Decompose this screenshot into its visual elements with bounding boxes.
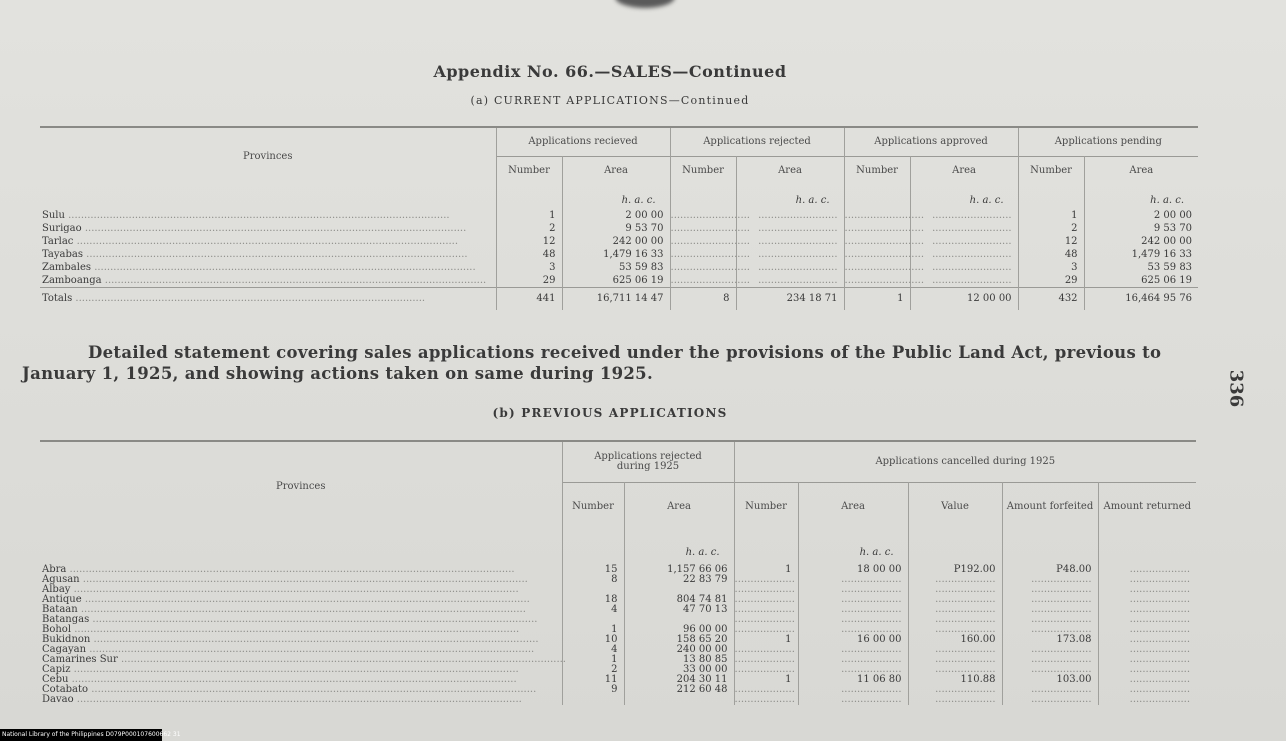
pending-number: 12 <box>1018 235 1084 248</box>
received-area: 2 00 00 <box>562 209 670 222</box>
province-label: Albay <box>42 584 71 595</box>
cancelled-number: ................... <box>734 585 798 595</box>
cancelled-area: ................... <box>798 655 908 665</box>
amount-returned: ................... <box>1098 605 1196 615</box>
cancelled-area: ................... <box>798 645 908 655</box>
cancelled-value: ................... <box>908 695 1002 705</box>
leader-dots: ............................................................................................................................................ <box>68 674 517 685</box>
cancelled-area: 16 00 00 <box>798 635 908 645</box>
rejected-area: 96 00 00 <box>624 625 734 635</box>
cancelled-number: ................... <box>734 575 798 585</box>
leader-dots: ........................................................................................................................ <box>91 261 476 273</box>
rej-area: ......................... <box>736 235 844 248</box>
province-label: Bohol <box>42 624 72 635</box>
rejected-area: 33 00 00 <box>624 665 734 675</box>
amount-returned: ................... <box>1098 575 1196 585</box>
province-label: Tarlac <box>42 235 74 247</box>
leader-dots: ............................................................................................................................................ <box>79 574 528 585</box>
cancelled-area: ................... <box>798 585 908 595</box>
cancelled-area: 18 00 00 <box>798 565 908 575</box>
amount-forfeited: ................... <box>1002 595 1098 605</box>
blank-cell <box>40 531 562 565</box>
col-provinces: Provinces <box>243 150 293 162</box>
rej-area: ......................... <box>736 209 844 222</box>
table-row <box>40 209 1198 222</box>
province-label: Zamboanga <box>42 274 102 286</box>
province-label: Abra <box>42 564 67 575</box>
app-number: ......................... <box>844 222 924 234</box>
amount-forfeited: 173.08 <box>1002 635 1098 645</box>
province-label: Bukidnon <box>42 634 91 645</box>
leader-dots: ............................................................................................................................................ <box>70 584 519 595</box>
unit-label: h. a. c. <box>798 531 908 565</box>
leader-dots: ........................................................................................................................ <box>82 248 468 260</box>
cancelled-value: 160.00 <box>908 635 1002 645</box>
province-label: Davao <box>42 694 74 705</box>
total-approved-number: 1 <box>844 288 910 311</box>
unit-label: h. a. c. <box>624 531 734 565</box>
province-label: Tayabas <box>42 248 83 260</box>
rejected-area: 204 30 11 <box>624 675 734 685</box>
col-area: Area <box>562 157 670 186</box>
app-area: ......................... <box>910 209 1018 222</box>
blank-cell <box>496 185 562 209</box>
amount-forfeited: ................... <box>1002 685 1098 695</box>
app-number: ......................... <box>844 261 924 273</box>
amount-forfeited: ................... <box>1002 605 1098 615</box>
leader-dots: ............................................................................................................................................ <box>71 624 520 635</box>
province-label: Cotabato <box>42 684 89 695</box>
table-row <box>40 248 1198 261</box>
rejected-number <box>562 695 624 705</box>
leader-dots: .............................................................................................................. <box>72 293 426 304</box>
cancelled-number: ................... <box>734 685 798 695</box>
col-area: Area <box>798 483 908 532</box>
ink-blot <box>615 0 675 8</box>
total-received-area: 16,711 14 47 <box>562 288 670 311</box>
cancelled-number: ................... <box>734 655 798 665</box>
leader-dots: ............................................................................................................................................ <box>88 684 537 695</box>
rej-area: ......................... <box>736 274 844 288</box>
leader-dots: ............................................................................................................................................ <box>70 664 519 675</box>
group-received: Applications recieved <box>496 127 670 157</box>
cancelled-number: ................... <box>734 665 798 675</box>
amount-returned: ................... <box>1098 595 1196 605</box>
current-applications-table <box>40 126 1198 310</box>
rejected-number: 2 <box>562 665 624 675</box>
cancelled-number: ................... <box>734 695 798 705</box>
unit-label: h. a. c. <box>736 185 844 209</box>
cancelled-area: ................... <box>798 665 908 675</box>
unit-label: h. a. c. <box>562 185 670 209</box>
total-rejected-number: 8 <box>670 288 736 311</box>
cancelled-area: 11 06 80 <box>798 675 908 685</box>
leader-dots: ........................................................................................................................ <box>64 209 450 221</box>
amount-forfeited: ................... <box>1002 665 1098 675</box>
cancelled-value: ................... <box>908 595 1002 605</box>
rejected-number: 15 <box>562 565 624 575</box>
received-area: 242 00 00 <box>562 235 670 248</box>
subheading-previous: (b) PREVIOUS APPLICATIONS <box>492 406 728 420</box>
library-credit: National Library of the Philippines D079P000107600662 31 <box>0 729 162 741</box>
rejected-area <box>624 695 734 705</box>
cancelled-value: 110.88 <box>908 675 1002 685</box>
col-area: Area <box>1084 157 1198 186</box>
group-pending: Applications pending <box>1018 127 1198 157</box>
col-forfeited: Amount forfeited <box>1002 483 1098 532</box>
blank-cell <box>844 185 910 209</box>
cancelled-area: ................... <box>798 685 908 695</box>
blank-cell <box>1018 185 1084 209</box>
leader-dots: ............................................................................................................................................ <box>89 614 538 625</box>
province-name <box>40 274 496 288</box>
app-number: ......................... <box>844 209 924 221</box>
pending-area: 2 00 00 <box>1084 209 1198 222</box>
amount-forfeited: 103.00 <box>1002 675 1098 685</box>
totals-row <box>40 288 1198 311</box>
pending-area: 9 53 70 <box>1084 222 1198 235</box>
app-area: ......................... <box>910 274 1018 288</box>
cancelled-value: ................... <box>908 625 1002 635</box>
cancelled-number: 1 <box>734 635 798 645</box>
pending-number: 29 <box>1018 274 1084 288</box>
rejected-number: 4 <box>562 645 624 655</box>
cancelled-value: P192.00 <box>908 565 1002 575</box>
rejected-number: 18 <box>562 595 624 605</box>
app-number: ......................... <box>844 248 924 260</box>
cancelled-number: ................... <box>734 645 798 655</box>
province-name <box>40 235 496 248</box>
leader-dots: ............................................................................................................................................ <box>81 594 530 605</box>
rejected-area: 804 74 81 <box>624 595 734 605</box>
pending-number: 3 <box>1018 261 1084 274</box>
cancelled-area: ................... <box>798 575 908 585</box>
rejected-number: 1 <box>562 655 624 665</box>
received-area: 53 59 83 <box>562 261 670 274</box>
province-label: Sulu <box>42 209 65 221</box>
rejected-number: 4 <box>562 605 624 615</box>
col-area: Area <box>624 483 734 532</box>
received-area: 9 53 70 <box>562 222 670 235</box>
amount-forfeited: P48.00 <box>1002 565 1098 575</box>
leader-dots: ............................................................................................................................................ <box>73 694 522 705</box>
province-label: Batangas <box>42 614 90 625</box>
amount-forfeited: ................... <box>1002 695 1098 705</box>
leader-dots: ........................................................................................................................ <box>73 235 459 247</box>
amount-returned: ................... <box>1098 625 1196 635</box>
rej-number: ......................... <box>670 261 750 273</box>
amount-returned: ................... <box>1098 635 1196 645</box>
rejected-area: 240 00 00 <box>624 645 734 655</box>
total-pending-number: 432 <box>1018 288 1084 311</box>
rej-number: ......................... <box>670 248 750 260</box>
rej-number: ......................... <box>670 274 750 286</box>
col-number: Number <box>1018 157 1084 186</box>
blank-cell <box>670 185 736 209</box>
cancelled-area: ................... <box>798 605 908 615</box>
col-number: Number <box>734 483 798 532</box>
province-name <box>40 209 496 222</box>
province-name <box>40 261 496 274</box>
cancelled-value: ................... <box>908 685 1002 695</box>
received-number: 3 <box>496 261 562 274</box>
page-number: 336 <box>1225 369 1247 408</box>
amount-returned: ................... <box>1098 645 1196 655</box>
received-area: 625 06 19 <box>562 274 670 288</box>
app-area: ......................... <box>910 222 1018 235</box>
app-number: ......................... <box>844 235 924 247</box>
pending-area: 1,479 16 33 <box>1084 248 1198 261</box>
cancelled-value: ................... <box>908 585 1002 595</box>
leader-dots: ........................................................................................................................ <box>101 274 487 286</box>
province-label: Cagayan <box>42 644 87 655</box>
province-label: Capiz <box>42 664 71 675</box>
total-pending-area: 16,464 95 76 <box>1084 288 1198 311</box>
table-row <box>40 222 1198 235</box>
cancelled-value: ................... <box>908 645 1002 655</box>
blank-cell <box>562 531 624 565</box>
province-name <box>40 248 496 261</box>
group-cancelled-1925: Applications cancelled during 1925 <box>734 441 1196 483</box>
amount-forfeited: ................... <box>1002 655 1098 665</box>
amount-forfeited: ................... <box>1002 575 1098 585</box>
cancelled-value: ................... <box>908 665 1002 675</box>
unit-row <box>40 185 1198 209</box>
unit-label: h. a. c. <box>910 185 1018 209</box>
amount-returned: ................... <box>1098 655 1196 665</box>
province-name <box>40 222 496 235</box>
received-number: 48 <box>496 248 562 261</box>
leader-dots: ............................................................................................................................................ <box>117 654 566 665</box>
app-area: ......................... <box>910 235 1018 248</box>
leader-dots: ............................................................................................................................................ <box>77 604 526 615</box>
province-label: Zambales <box>42 261 92 273</box>
cancelled-area: ................... <box>798 695 908 705</box>
amount-forfeited: ................... <box>1002 625 1098 635</box>
rejected-number: 8 <box>562 575 624 585</box>
amount-forfeited: ................... <box>1002 585 1098 595</box>
group-rejected-1925: Applications rejected during 1925 <box>562 441 734 483</box>
leader-dots: ........................................................................................................................ <box>81 222 467 234</box>
cancelled-number: 1 <box>734 675 798 685</box>
totals-label <box>40 288 496 311</box>
province-label: Bataan <box>42 604 78 615</box>
amount-forfeited: ................... <box>1002 645 1098 655</box>
col-area: Area <box>736 157 844 186</box>
cancelled-number: 1 <box>734 565 798 575</box>
totals-text: Totals <box>42 293 73 304</box>
table-row <box>40 235 1198 248</box>
app-number: ......................... <box>844 274 924 286</box>
amount-returned: ................... <box>1098 615 1196 625</box>
received-number: 2 <box>496 222 562 235</box>
leader-dots: ............................................................................................................................................ <box>86 644 535 655</box>
rejected-area: 13 80 85 <box>624 655 734 665</box>
leader-dots: ............................................................................................................................................ <box>90 634 539 645</box>
received-number: 12 <box>496 235 562 248</box>
pending-area: 242 00 00 <box>1084 235 1198 248</box>
table-row <box>40 274 1198 288</box>
table-row <box>40 695 1196 705</box>
cancelled-number: ................... <box>734 595 798 605</box>
cancelled-area: ................... <box>798 615 908 625</box>
rejected-number: 9 <box>562 685 624 695</box>
amount-returned: ................... <box>1098 565 1196 575</box>
blank-cell <box>40 185 496 209</box>
rejected-area: 1,157 66 06 <box>624 565 734 575</box>
received-number: 1 <box>496 209 562 222</box>
rejected-area: 22 83 79 <box>624 575 734 585</box>
previous-applications-table <box>40 440 1196 705</box>
amount-returned: ................... <box>1098 585 1196 595</box>
cancelled-value: ................... <box>908 655 1002 665</box>
pending-area: 625 06 19 <box>1084 274 1198 288</box>
blank-cell <box>1098 531 1196 565</box>
total-received-number: 441 <box>496 288 562 311</box>
amount-returned: ................... <box>1098 665 1196 675</box>
received-number: 29 <box>496 274 562 288</box>
app-area: ......................... <box>910 248 1018 261</box>
cancelled-number: ................... <box>734 615 798 625</box>
unit-label: h. a. c. <box>1084 185 1198 209</box>
rej-number: ......................... <box>670 209 750 221</box>
pending-number: 48 <box>1018 248 1084 261</box>
total-rejected-area: 234 18 71 <box>736 288 844 311</box>
rejected-number: 10 <box>562 635 624 645</box>
rej-area: ......................... <box>736 261 844 274</box>
rejected-number: 1 <box>562 625 624 635</box>
page-heading: Appendix No. 66.—SALES—Continued <box>433 62 787 81</box>
rejected-area: 212 60 48 <box>624 685 734 695</box>
description-paragraph: Detailed statement covering sales applications received under the provisions of the Public Land Act, previous to January 1, 1925, and showing actions taken on same during 1925. <box>22 343 1162 383</box>
app-area: ......................... <box>910 261 1018 274</box>
col-area: Area <box>910 157 1018 186</box>
rejected-number: 11 <box>562 675 624 685</box>
col-number: Number <box>562 483 624 532</box>
province-name <box>40 695 562 705</box>
rejected-area: 158 65 20 <box>624 635 734 645</box>
pending-area: 53 59 83 <box>1084 261 1198 274</box>
cancelled-number: ................... <box>734 625 798 635</box>
pending-number: 2 <box>1018 222 1084 235</box>
col-number: Number <box>496 157 562 186</box>
amount-forfeited: ................... <box>1002 615 1098 625</box>
province-label: Camarines Sur <box>42 654 118 665</box>
amount-returned: ................... <box>1098 675 1196 685</box>
cancelled-number: ................... <box>734 605 798 615</box>
blank-cell <box>908 531 1002 565</box>
group-approved: Applications approved <box>844 127 1018 157</box>
received-area: 1,479 16 33 <box>562 248 670 261</box>
province-label: Cebu <box>42 674 69 685</box>
col-number: Number <box>844 157 910 186</box>
col-number: Number <box>670 157 736 186</box>
leader-dots: ............................................................................................................................................ <box>66 564 515 575</box>
rej-number: ......................... <box>670 222 750 234</box>
cancelled-value: ................... <box>908 575 1002 585</box>
cancelled-area: ................... <box>798 595 908 605</box>
blank-cell <box>734 531 798 565</box>
pending-number: 1 <box>1018 209 1084 222</box>
rej-area: ......................... <box>736 248 844 261</box>
col-returned: Amount returned <box>1098 483 1196 532</box>
province-label: Antique <box>42 594 82 605</box>
unit-row <box>40 531 1196 565</box>
group-rejected: Applications rejected <box>670 127 844 157</box>
amount-returned: ................... <box>1098 695 1196 705</box>
province-label: Agusan <box>42 574 80 585</box>
rej-area: ......................... <box>736 222 844 235</box>
cancelled-area: ................... <box>798 625 908 635</box>
col-provinces: Provinces <box>276 480 326 492</box>
cancelled-value: ................... <box>908 605 1002 615</box>
blank-cell <box>1002 531 1098 565</box>
province-label: Surigao <box>42 222 82 234</box>
table-row <box>40 261 1198 274</box>
rej-number: ......................... <box>670 235 750 247</box>
total-approved-area: 12 00 00 <box>910 288 1018 311</box>
cancelled-value: ................... <box>908 615 1002 625</box>
subheading-current: (a) CURRENT APPLICATIONS—Continued <box>470 94 750 107</box>
rejected-area: 47 70 13 <box>624 605 734 615</box>
col-value: Value <box>908 483 1002 532</box>
amount-returned: ................... <box>1098 685 1196 695</box>
